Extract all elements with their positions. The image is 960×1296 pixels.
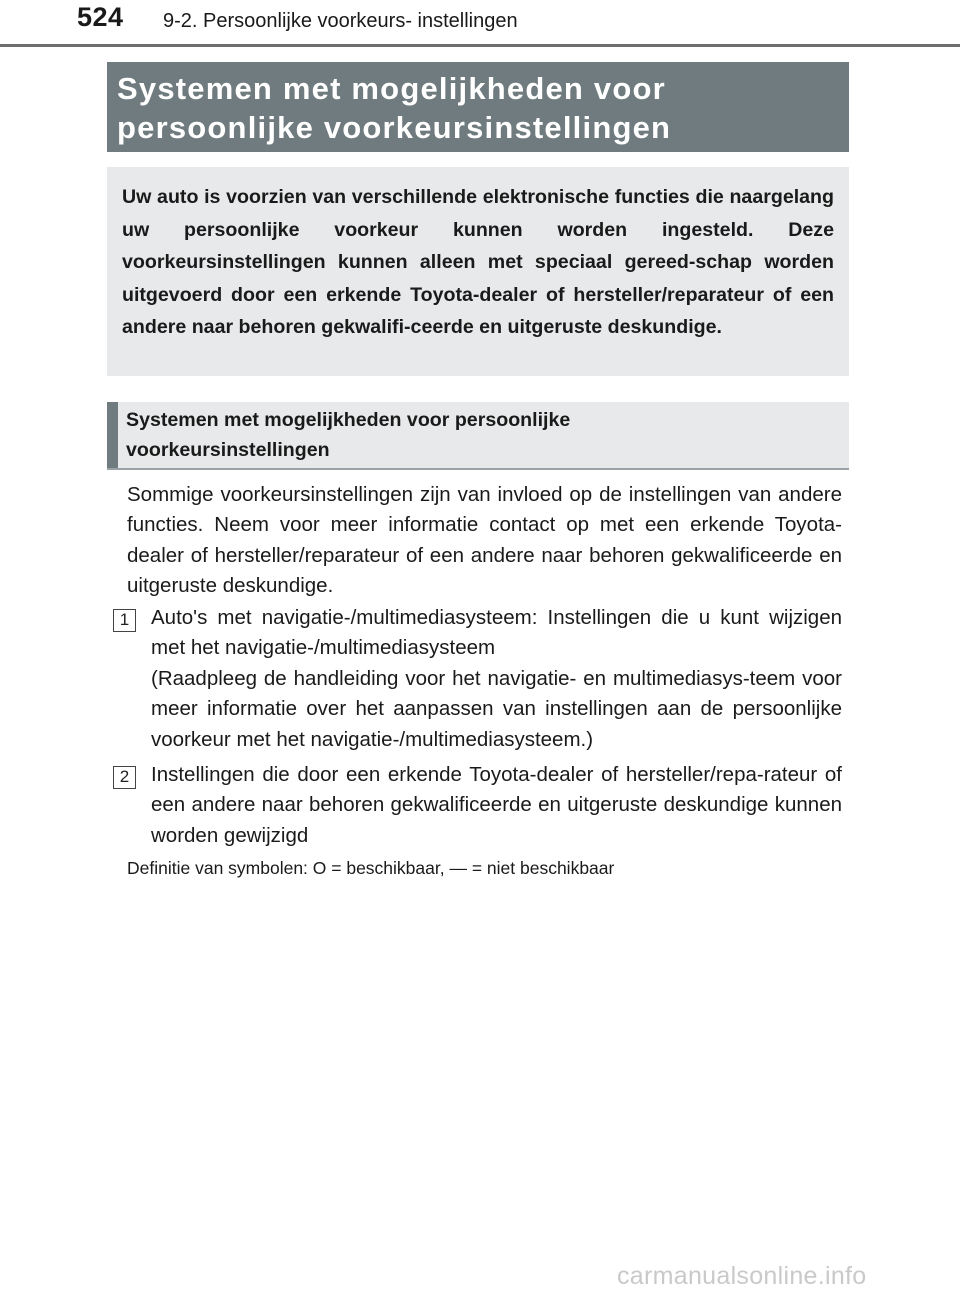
intro-box (107, 167, 849, 376)
item-text: Instellingen die door een erkende Toyota-dealer of hersteller/repa-rateur of een andere naar behoren gekwalificeerde en uitgeruste deskundige kunnen worden gewijzigd (151, 763, 842, 847)
body-paragraph: Sommige voorkeursinstellingen zijn van invloed op de instellingen van andere functies. Neem voor meer informatie contact op met een erkende Toyota-dealer of hersteller/reparateur of een andere naar behoren gekwalificeerde en uitgeruste deskundige. (127, 483, 842, 597)
subsection-heading (107, 402, 849, 470)
subsection-title (126, 405, 826, 465)
item-note: (Raadpleeg de handleiding voor het navigatie- en multimediasys-teem voor meer informatie over het aanpassen van instellingen aan de persoonlijke voorkeur met het navigatie-/multimediasysteem.) (151, 667, 842, 751)
watermark: carmanualsonline.info (617, 1262, 867, 1290)
header-divider (0, 44, 960, 47)
subsection-title-line-2: voorkeursinstellingen (126, 439, 330, 461)
section-title-line-1: Systemen met mogelijkheden voor (117, 71, 666, 106)
symbol-definition: Definitie van symbolen: O = beschikbaar, — = niet beschikbaar (127, 858, 615, 878)
section-title-banner (107, 62, 849, 152)
page-header (0, 0, 960, 46)
subsection-title-line-1: Systemen met mogelijkheden voor persoonlijke (126, 409, 571, 431)
page-number: 524 (77, 2, 124, 32)
item-number-badge: 2 (113, 766, 136, 789)
intro-text: Uw auto is voorzien van verschillende elektronische functies die naargelang uw persoonlijke voorkeur kunnen worden ingesteld. Deze voorkeursinstellingen kunnen alleen met speciaal gereed-schap worden uitgevoerd door een erkende Toyota-dealer of hersteller/reparateur of een andere naar behoren gekwalifi-ceerde en uitgeruste deskundige. (122, 186, 834, 338)
chapter-title: 9-2. Persoonlijke voorkeurs- instellingen (163, 10, 518, 32)
item-number-badge: 1 (113, 609, 136, 632)
subsection-accent-bar (107, 402, 118, 468)
section-title-line-2: persoonlijke voorkeursinstellingen (117, 110, 672, 145)
item-text: Auto's met navigatie-/multimediasysteem: Instellingen die u kunt wijzigen met het navigatie-/multimediasysteem (151, 606, 842, 660)
